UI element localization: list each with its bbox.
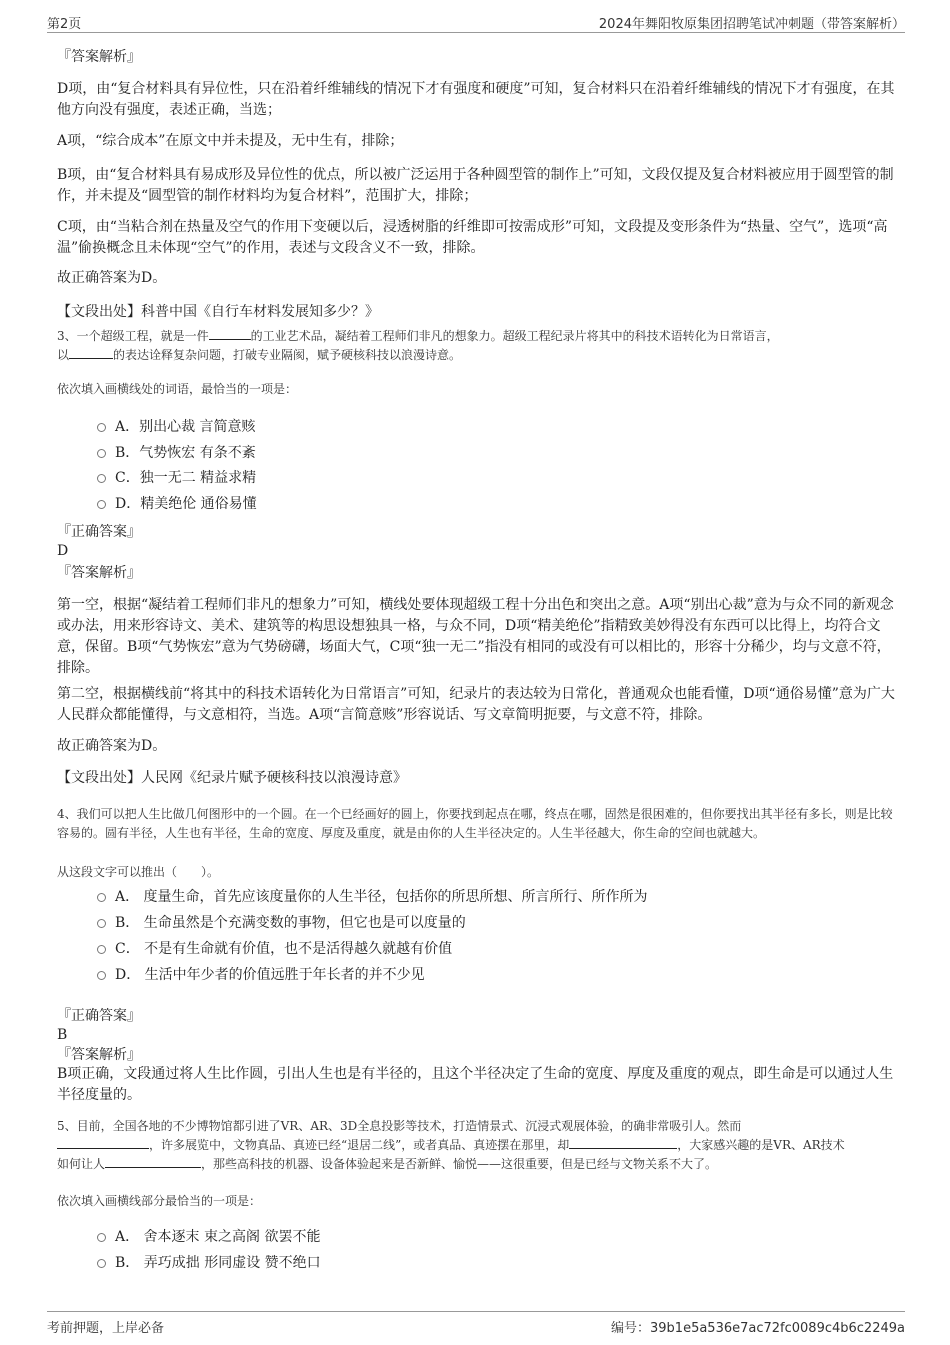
q4-option-d[interactable]: D． 生活中年少者的价值远胜于年长者的并不少见 bbox=[97, 965, 425, 985]
radio-icon[interactable] bbox=[97, 893, 106, 902]
fill-blank bbox=[209, 327, 251, 340]
fill-blank bbox=[569, 1136, 677, 1149]
q2-analysis-b: B项，由“复合材料具有易成形及异位性的优点，所以被广泛运用于各种圆型管的制作上”可知，文段仅提及复合材料被应用于圆型管的制作，并未提及“圆型管的制作材料均为复合材料”，范围扩大，排除； bbox=[57, 167, 894, 204]
q3-prompt: 依次填入画横线处的词语，最恰当的一项是： bbox=[57, 382, 298, 396]
radio-icon[interactable] bbox=[97, 500, 106, 509]
q4-analysis-label: 『答案解析』 bbox=[57, 1047, 141, 1063]
q5-stem: 5、目前，全国各地的不少博物馆都引进了VR、AR、3D全息投影等技术，打造情景式、沉浸式观展体验，的确非常吸引人。然而 ，许多展览中，文物真品、真迹已经“退居二线”，或者真品、真迹摆在那里，却 ，大家感兴趣的是VR、AR技术 如何让人 ，那些高科技的机器、设备体验起来是否新鲜、愉悦——这很重要，但是已经与文物关系不大了。 bbox=[57, 1119, 845, 1171]
q2-source: 【文段出处】科普中国《自行车材料发展知多少？》 bbox=[57, 304, 379, 320]
radio-icon[interactable] bbox=[97, 1233, 106, 1242]
q4-analysis: B项正确，文段通过将人生比作圆，引出人生也是有半径的，且这个半径决定了生命的宽度、厚度及重度的观点，即生命是可以通过人生半径度量的。 bbox=[57, 1066, 894, 1103]
page-number: 第2页 bbox=[47, 17, 82, 32]
fill-blank bbox=[105, 1155, 201, 1168]
q4-option-c[interactable]: C． 不是有生命就有价值，也不是活得越久就越有价值 bbox=[97, 939, 452, 959]
q4-prompt: 从这段文字可以推出（ ）。 bbox=[57, 865, 220, 879]
q3-option-a[interactable]: A．别出心裁 言简意赅 bbox=[97, 417, 256, 437]
q4-option-a[interactable]: A． 度量生命，首先应该度量你的人生半径，包括你的所思所想、所言所行、所作所为 bbox=[97, 887, 648, 907]
q3-analysis-1: 第一空，根据“凝结着工程师们非凡的想象力”可知，横线处要体现超级工程十分出色和突出之意。A项“别出心裁”意为与众不同的新观念或办法，用来形容诗文、美术、建筑等的构思设想独具一格，与众不同，D项“精美绝伦”指精致美妙得没有东西可以比得上，均符合文意，保留。B项“气势恢宏”意为气势磅礴，场面大气，C项“独一无二”指没有相同的或没有可以相比的，形容十分稀少，均与文意不符，排除。 bbox=[57, 597, 894, 676]
q3-stem: 3、一个超级工程，就是一件 的工业艺术品，凝结着工程师们非凡的想象力。超级工程纪录片将其中的科技术语转化为日常语言， 以 的表达诠释复杂问题，打破专业隔阂，赋予硬核科技以浪漫诗意。 bbox=[57, 329, 779, 362]
q2-analysis-d: D项，由“复合材料具有异位性，只在沿着纤维辅线的情况下才有强度和硬度”可知，复合材料只在沿着纤维辅线的情况下才有强度，在其他方向没有强度，表述正确，当选； bbox=[57, 81, 895, 118]
radio-icon[interactable] bbox=[97, 945, 106, 954]
document-title: 2024年舞阳牧原集团招聘笔试冲刺题（带答案解析） bbox=[598, 17, 905, 32]
q2-analysis-label: 『答案解析』 bbox=[57, 49, 141, 65]
q3-answer-label: 『正确答案』 bbox=[57, 524, 141, 540]
q3-analysis-label: 『答案解析』 bbox=[57, 565, 141, 581]
document-code: 编号：39b1e5a536e7ac72fc0089c4b6c2249a bbox=[610, 1321, 905, 1336]
page-header bbox=[47, 10, 905, 33]
q4-stem: 4、我们可以把人生比做几何图形中的一个圆。在一个已经画好的圆上，你要找到起点在哪，终点在哪，固然是很困难的，但你要找出其半径有多长，则是比较容易的。圆有半径，人生也有半径，生命的宽度、厚度及重度，就是由你的人生半径决定的。人生半径越大，你生命的空间也就越大。 bbox=[57, 807, 893, 840]
q4-answer: B bbox=[57, 1027, 68, 1043]
q3-answer: D bbox=[57, 543, 69, 559]
q3-option-c[interactable]: C．独一无二 精益求精 bbox=[97, 468, 256, 488]
radio-icon[interactable] bbox=[97, 423, 106, 432]
radio-icon[interactable] bbox=[97, 449, 106, 458]
q3-analysis-2: 第二空，根据横线前“将其中的科技术语转化为日常语言”可知，纪录片的表达较为日常化，普通观众也能看懂，D项“通俗易懂”意为广大人民群众都能懂得，与文意相符，当选。A项“言简意赅”形容说话、写文章简明扼要，与文意不符，排除。 bbox=[57, 686, 895, 723]
q3-option-d[interactable]: D．精美绝伦 通俗易懂 bbox=[97, 494, 257, 514]
radio-icon[interactable] bbox=[97, 474, 106, 483]
radio-icon[interactable] bbox=[97, 1259, 106, 1268]
q4-option-b[interactable]: B． 生命虽然是个充满变数的事物，但它也是可以度量的 bbox=[97, 913, 466, 933]
radio-icon[interactable] bbox=[97, 919, 106, 928]
q3-source: 【文段出处】人民网《纪录片赋予硬核科技以浪漫诗意》 bbox=[57, 770, 407, 786]
q2-conclusion: 故正确答案为D。 bbox=[57, 270, 167, 286]
footer-slogan: 考前押题，上岸必备 bbox=[47, 1321, 165, 1336]
q3-option-b[interactable]: B．气势恢宏 有条不紊 bbox=[97, 443, 256, 463]
q5-prompt: 依次填入画横线部分最恰当的一项是： bbox=[57, 1194, 262, 1208]
radio-icon[interactable] bbox=[97, 971, 106, 980]
q4-answer-label: 『正确答案』 bbox=[57, 1008, 141, 1024]
q2-analysis-a: A项，“综合成本”在原文中并未提及，无中生有，排除； bbox=[57, 133, 404, 149]
q5-option-b[interactable]: B． 弄巧成拙 形同虚设 赞不绝口 bbox=[97, 1253, 321, 1273]
q3-conclusion: 故正确答案为D。 bbox=[57, 738, 167, 754]
page-footer bbox=[47, 1311, 905, 1337]
q5-option-a[interactable]: A． 舍本逐末 束之高阁 欲罢不能 bbox=[97, 1227, 320, 1247]
fill-blank bbox=[57, 1136, 149, 1149]
fill-blank bbox=[69, 346, 113, 359]
q2-analysis-c: C项，由“当粘合剂在热量及空气的作用下变硬以后，浸透树脂的纤维即可按需成形”可知，文段提及变形条件为“热量、空气”，选项“高温”偷换概念且未体现“空气”的作用，表述与文段含义不一致，排除。 bbox=[57, 219, 888, 256]
